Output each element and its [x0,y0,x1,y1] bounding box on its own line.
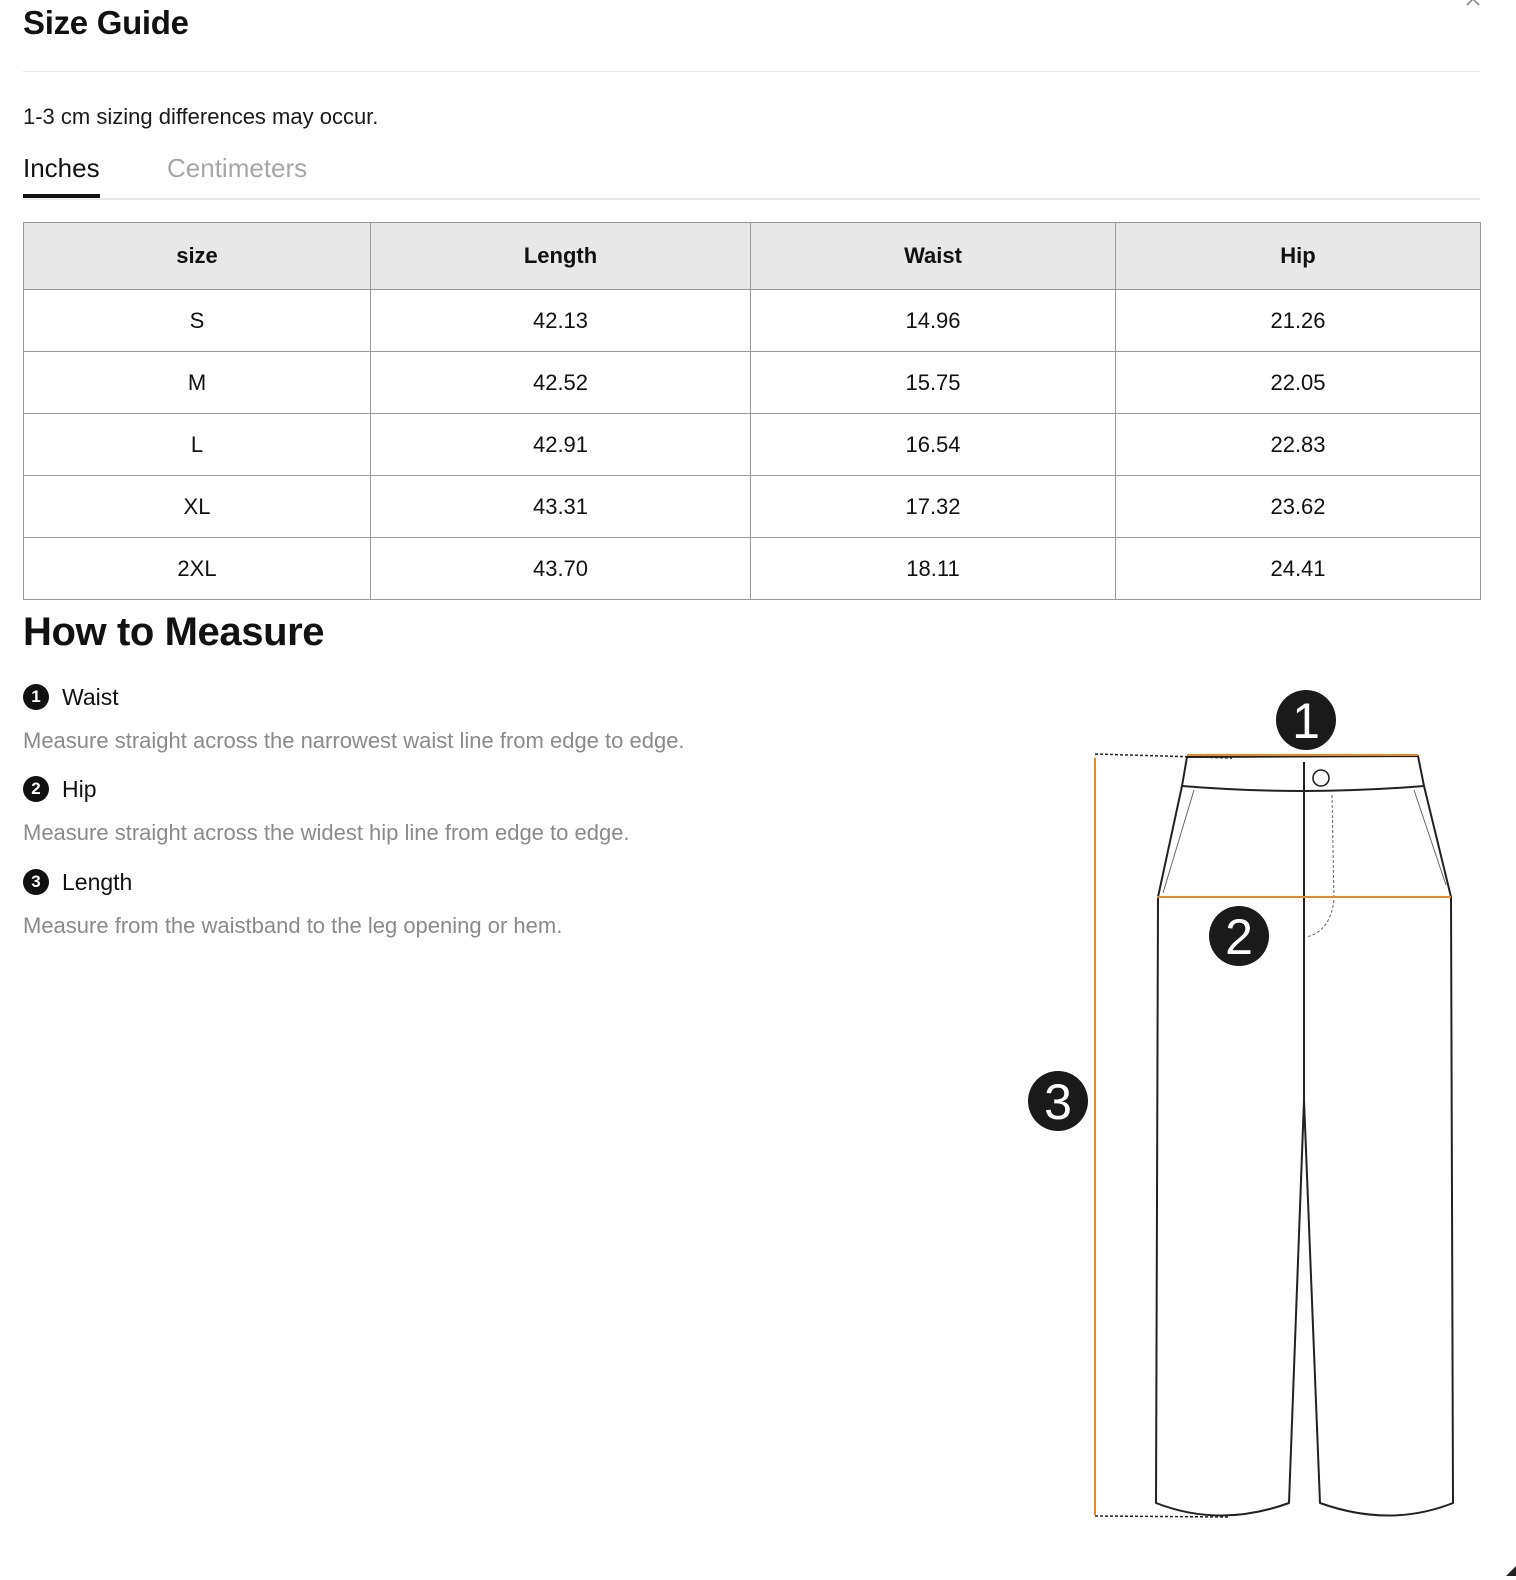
column-header-waist: Waist [751,223,1116,290]
measure-item-length [23,867,562,939]
table-header-row [24,223,1481,290]
unit-tabs [23,150,1480,200]
header-divider [23,71,1480,72]
table-row [24,290,1481,352]
measure-name: Waist [62,683,119,710]
measure-item-waist [23,682,685,754]
number-badge: 2 [23,776,49,802]
length-marker [1028,1071,1088,1131]
hip-cell: 24.41 [1116,538,1481,600]
measurement-lines [1095,754,1451,1517]
waist-marker [1276,690,1336,750]
sizing-disclaimer: 1-3 cm sizing differences may occur. [23,104,379,129]
hip-marker [1209,906,1269,966]
table-row [24,476,1481,538]
size-table [23,222,1481,600]
waist-cell: 15.75 [751,352,1116,414]
close-icon[interactable] [1466,0,1480,6]
marker-label: 3 [1044,1074,1072,1130]
page-title: Size Guide [23,4,189,41]
length-cell: 43.70 [371,538,751,600]
column-header-hip: Hip [1116,223,1481,290]
marker-label: 2 [1225,909,1253,965]
table-row [24,538,1481,600]
number-badge: 1 [23,684,49,710]
measure-name: Hip [62,775,97,802]
pants-outline-illustration [1156,756,1453,1516]
hip-cell: 23.62 [1116,476,1481,538]
measure-item-hip [23,774,630,846]
length-cell: 42.91 [371,414,751,476]
size-cell: XL [24,476,371,538]
size-cell: L [24,414,371,476]
modal-corner-decoration [1500,1540,1516,1580]
waist-cell: 17.32 [751,476,1116,538]
size-cell: 2XL [24,538,371,600]
hip-cell: 22.83 [1116,414,1481,476]
length-cell: 42.13 [371,290,751,352]
waist-cell: 14.96 [751,290,1116,352]
number-badge: 3 [23,869,49,895]
measure-description: Measure straight across the widest hip line from edge to edge. [23,820,630,845]
marker-label: 1 [1292,693,1320,749]
length-guide-bottom [1095,1516,1230,1517]
how-to-measure-title: How to Measure [23,610,325,654]
tab-centimeters[interactable]: Centimeters [167,153,308,183]
length-cell: 43.31 [371,476,751,538]
measure-description: Measure from the waistband to the leg opening or hem. [23,913,563,938]
column-header-size: size [24,223,371,290]
size-cell: S [24,290,371,352]
size-cell: M [24,352,371,414]
length-cell: 42.52 [371,352,751,414]
column-header-length: Length [371,223,751,290]
pants-measurement-diagram [1000,670,1480,1530]
table-row [24,352,1481,414]
hip-cell: 22.05 [1116,352,1481,414]
hip-cell: 21.26 [1116,290,1481,352]
measure-name: Length [62,868,133,895]
waist-cell: 16.54 [751,414,1116,476]
waist-cell: 18.11 [751,538,1116,600]
tab-inches[interactable]: Inches [23,150,100,198]
table-row [24,414,1481,476]
measure-description: Measure straight across the narrowest waist line from edge to edge. [23,728,685,753]
